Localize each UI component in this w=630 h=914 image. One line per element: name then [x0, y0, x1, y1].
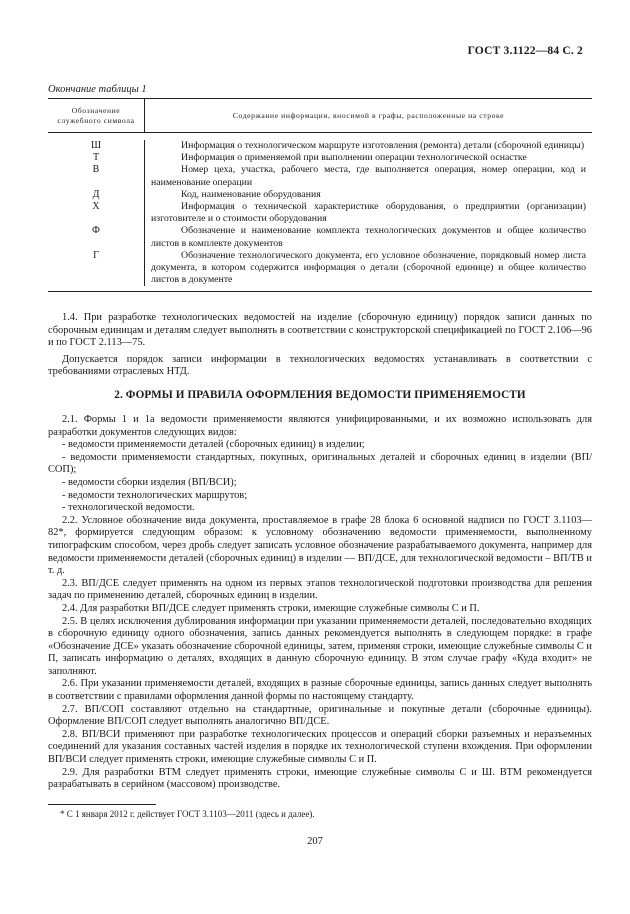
paragraph-2-5: 2.5. В целях исключения дублирования информации при указании применяемости деталей, последовательно входящих в сборочную единицу одного обозначения, запись данных рекомендуется выполнять в следующем порядке: в графе «Обозначение ДСЕ» указать обозначение сборочной единицы, затем, применяя строки, имеющие служебные символы С и П, записать информацию о деталях, входящих в данную сборочную единицу. В этом случае графу «Куда входит» не заполняют.: [48, 615, 592, 677]
list-item: - ведомости технологических маршрутов;: [62, 489, 248, 501]
table-row: [48, 250, 592, 287]
paragraph-2-2: 2.2. Условное обозначение вида документа, проставляемое в графе 28 блока 6 основной надписи по ГОСТ 3.1103—82*, формируется следующим образом: к условному обозначению ведомости применяемости, выполненному типографским способом, через дробь следует записать условное обозначение разрабатываемого документа, например для ведомости применяемости деталей (сборочных единиц) в изделии — ВП/ДСЕ, для технологической ведомости – ВП/ТВ и т. д.: [48, 514, 592, 577]
table-row: [48, 189, 592, 201]
row-symbol: Г: [48, 250, 145, 287]
table-row: [48, 201, 592, 225]
row-symbol: Х: [48, 201, 145, 225]
list-item: - ведомости применяемости стандартных, покупных, оригинальных деталей и сборочных единиц в изделии (ВП/СОП);: [48, 451, 592, 476]
table-row: [48, 152, 592, 164]
paragraph-1-4-note: Допускается порядок записи информации в технологических ведомостях устанавливать в соответствии с требованиями отраслевых НТД.: [48, 353, 592, 378]
header-content: Содержание информации, вносимой в графы, расположенные на строке: [232, 111, 505, 120]
table-row: [48, 140, 592, 152]
paragraph-2-7: 2.7. ВП/СОП составляют отдельно на стандартные, оригинальные и покупные детали (сборочные единицы). Оформление ВП/СОП следует выполнять аналогично ВП/ДСЕ.: [48, 703, 592, 728]
row-symbol: Ф: [48, 225, 145, 249]
row-text: Номер цеха, участка, рабочего места, где выполняется операция, номер операции, код и наименование операции: [151, 164, 586, 188]
row-text: Информация о технической характеристике оборудования, о предприятии (организации) изготовителе и о стоимости оборудования: [151, 201, 586, 225]
footnote: * С 1 января 2012 г. действует ГОСТ 3.1103—2011 (здесь и далее).: [60, 809, 315, 819]
row-symbol: В: [48, 164, 145, 188]
row-symbol: Д: [48, 189, 145, 201]
list-item: - ведомости сборки изделия (ВП/ВСИ);: [62, 476, 237, 488]
table-row: [48, 164, 592, 188]
body-text-section-2: [48, 414, 592, 792]
row-symbol: Т: [48, 152, 145, 164]
paragraph-2-9: 2.9. Для разработки ВТМ следует применять строки, имеющие служебные символы С и Ш. ВТМ рекомендуется разрабатывать в серийном (массовом) производстве.: [48, 766, 592, 791]
list-item: - технологической ведомости.: [62, 502, 195, 514]
row-symbol: Ш: [48, 140, 145, 152]
footnote-divider: [48, 804, 156, 805]
table-caption: Окончание таблицы 1: [48, 84, 147, 95]
row-text: Обозначение технологического документа, его условное обозначение, порядковый номер листа документа, в котором содержится информация о детали (сборочной единице) и общее количество листов в документе: [151, 249, 586, 286]
table-row: [48, 225, 592, 249]
standard-code-header: ГОСТ 3.1122—84 С. 2: [467, 45, 583, 57]
list-item: - ведомости применяемости деталей (сборочных единиц) в изделии;: [62, 439, 365, 451]
paragraph-2-6: 2.6. При указании применяемости деталей, входящих в разные сборочные единицы, запись данных следует выполнять в соответствии с правилами оформления данной формы по настоящему стандарту.: [48, 678, 592, 703]
header-symbol: Обозначение служебного символа: [48, 99, 145, 132]
body-text-top: [48, 312, 592, 379]
row-text: Код, наименование оборудования: [181, 188, 321, 200]
row-text: Обозначение и наименование комплекта технологических документов и общее количество листов в комплекте документов: [151, 225, 586, 249]
section-2-title: 2. ФОРМЫ И ПРАВИЛА ОФОРМЛЕНИЯ ВЕДОМОСТИ ПРИМЕНЯЕМОСТИ: [114, 389, 526, 401]
page-number: 207: [307, 836, 323, 847]
paragraph-2-1: 2.1. Формы 1 и 1а ведомости применяемости являются унифицированными, и их возможно использовать для разработки документов следующих видов:: [48, 414, 592, 438]
paragraph-2-8: 2.8. ВП/ВСИ применяют при разработке технологических процессов и операций сборки разъемных и неразъемных соединений для указания составных частей изделия в порядке их технологической ступени вхождения. При оформлении ВП/ВСИ следует применять строки, имеющие служебные символы С и П.: [48, 728, 592, 766]
paragraph-2-4: 2.4. Для разработки ВП/ДСЕ следует применять строки, имеющие служебные символы С и П.: [62, 602, 480, 614]
paragraph-1-4: 1.4. При разработке технологических ведомостей на изделие (сборочную единицу) порядок записи данных по сборочным единицам и деталям следует выполнять в соответствии с конструкторской спецификацией по ГОСТ 2.106—96 и по ГОСТ 2.113—75.: [48, 312, 592, 349]
row-text: Информация о применяемой при выполнении операции технологической оснастке: [181, 152, 527, 164]
row-text: Информация о технологическом маршруте изготовления (ремонта) детали (сборочной единицы): [181, 140, 585, 151]
service-symbols-table: [48, 98, 592, 292]
table-header: [48, 99, 592, 133]
paragraph-2-3: 2.3. ВП/ДСЕ следует применять на одном из первых этапов технологической подготовки производства для решения задач по применению деталей, сборочных единиц в изделии.: [48, 577, 592, 602]
table-body: [48, 133, 592, 291]
